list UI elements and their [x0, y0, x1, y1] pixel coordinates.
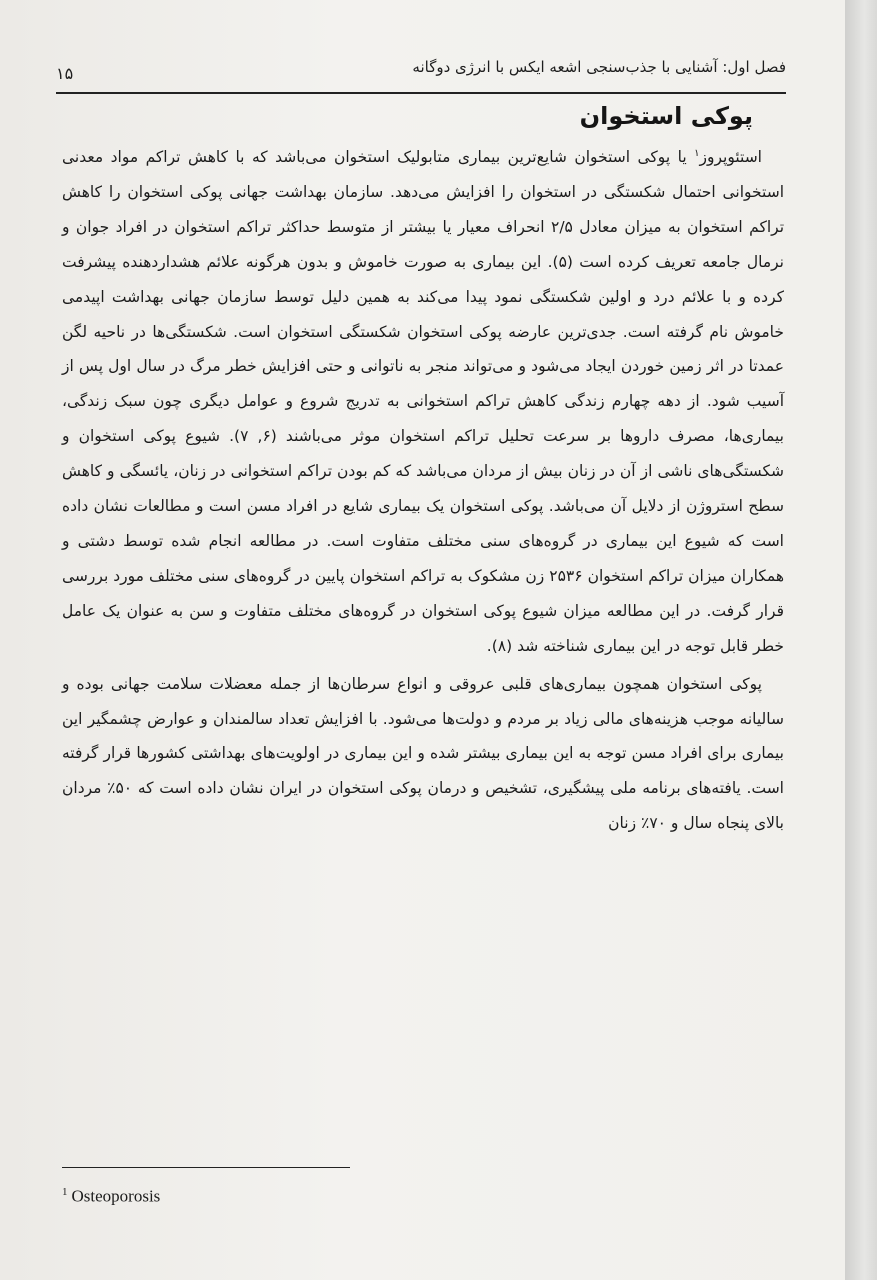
- paragraph-1-term: استئوپروز: [699, 148, 762, 166]
- footnote-reference: ۱: [694, 147, 700, 159]
- footnote-text: Osteoporosis: [71, 1186, 161, 1206]
- body-text: [62, 140, 784, 841]
- footnote-rule: [62, 1167, 350, 1168]
- footnote-number: 1: [62, 1186, 68, 1198]
- paragraph-2: پوکی استخوان همچون بیماری‌های قلبی عروقی و انواع سرطان‌ها از جمله معضلات سلامت جهانی بوده و سالیانه موجب هزینه‌های مالی زیاد بر مردم و دولت‌ها می‌شود. با افزایش تعداد سالمندان و عوارض چشمگیر این بیماری برای افراد مسن توجه به این بیماری بیشتر شده و این بیماری در اولویت‌های بهداشتی کشورها قرار گرفته است. یافته‌های برنامه ملی پیشگیری، تشخیص و درمان پوکی استخوان در ایران نشان داده است که ۵۰٪ مردان بالای پنجاه سال و ۷۰٪ زنان: [62, 674, 784, 833]
- header-rule: [56, 92, 786, 94]
- paragraph-1-text: یا پوکی استخوان شایع‌ترین بیماری متابولیک استخوان می‌باشد که با کاهش تراکم مواد معدنی استخوانی احتمال شکستگی در استخوان را افزایش می‌دهد. سازمان بهداشت جهانی پوکی استخوان را کاهش تراکم استخوان به میزان معادل ۲/۵ انحراف معیار یا بیشتر از متوسط حداکثر تراکم استخوان در افراد جوان و نرمال جامعه تعریف کرده است (۵). این بیماری به صورت خاموش و بدون هرگونه علائم هشداردهنده پیشرفت کرده و با علائم درد و اولین شکستگی نمود پیدا می‌کند به همین دلیل توسط سازمان جهانی بهداشت اپیدمی خاموش نام گرفته است. جدی‌ترین عارضه پوکی استخوان شکستگی استخوان است. شکستگی‌ها در ناحیه لگن عمدتا در اثر زمین خوردن ایجاد می‌شود و می‌تواند منجر به ناتوانی و حتی افزایش خطر مرگ در سال اول پس از آسیب شود. از دهه چهارم زندگی کاهش تراکم استخوانی به تدریج شروع و عوامل دیگری چون سبک زندگی، بیماری‌ها، مصرف داروها بر سرعت تحلیل تراکم استخوان موثر می‌باشند (۶, ۷). شیوع پوکی استخوان و شکستگی‌های ناشی از آن در زنان بیش از مردان می‌باشد که کم بودن تراکم استخوانی در زنان، یائسگی و کاهش سطح استروژن از دلایل آن می‌باشد. پوکی استخوان یک بیماری شایع در افراد مسن است و مطالعات نشان داده است که شیوع این بیماری در گروه‌های سنی مختلف متفاوت است. در مطالعه انجام شده توسط دشتی و همکاران میزان تراکم استخوان ۲۵۳۶ زن مشکوک به تراکم استخوان پایین در گروه‌های سنی مختلف مورد بررسی قرار گرفت. در این مطالعه میزان شیوع پوکی استخوان در گروه‌های مختلف متفاوت و سن به عنوان یک عامل خطر قابل توجه در این بیماری شناخته شد (۸).: [62, 148, 785, 655]
- page-edge: [845, 0, 877, 1280]
- section-heading: پوکی استخوان: [579, 102, 753, 130]
- running-title: فصل اول: آشنایی با جذب‌سنجی اشعه ایکس با انرژی دوگانه: [412, 58, 786, 76]
- page-number: ۱۵: [56, 64, 74, 83]
- paragraph-1: [62, 140, 784, 664]
- page-header: [56, 58, 786, 90]
- footnote: [62, 1186, 160, 1207]
